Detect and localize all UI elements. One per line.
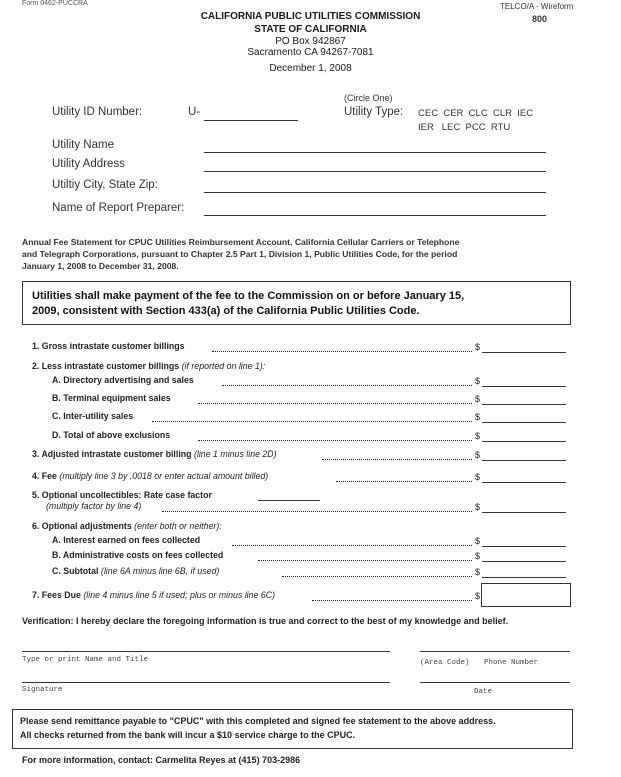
line2c-leader	[152, 421, 472, 422]
utility-city-label: Utiltiy City, State Zip:	[52, 179, 158, 191]
line2b-leader	[198, 403, 472, 404]
line7-dollar: $	[475, 591, 481, 601]
line2a-dollar: $	[475, 376, 481, 386]
line2d-amount-field[interactable]	[482, 441, 566, 442]
line5-amount-field[interactable]	[482, 512, 566, 513]
header-pobox: PO Box 942867	[275, 36, 346, 47]
line2d-leader	[198, 440, 472, 441]
line7-leader	[312, 600, 472, 601]
utility-id-field[interactable]	[204, 120, 298, 121]
line6a-leader	[232, 545, 472, 546]
line2a-leader	[222, 385, 472, 386]
line2-label: 2. Less intrastate customer billings (if reported on line 1):	[32, 361, 266, 371]
name-title-field[interactable]	[22, 651, 390, 652]
line1-label: 1. Gross intrastate customer billings	[32, 341, 185, 351]
line6a-amount-field[interactable]	[482, 546, 566, 547]
line6b-label: B. Administrative costs on fees collected	[52, 550, 224, 560]
line4-label: 4. Fee (multiply line 3 by .0018 or enter actual amount billed)	[32, 471, 269, 481]
line6c-amount-field[interactable]	[482, 577, 566, 578]
form-id: Form 0462-PUCCRA	[22, 0, 88, 7]
payment-notice-line2: 2009, consistent with Section 433(a) of the California Public Utilities Code.	[32, 305, 420, 317]
preparer-field[interactable]	[204, 215, 546, 216]
line5-label: 5. Optional uncollectibles: Rate case factor	[32, 490, 212, 500]
line3-leader	[322, 459, 472, 460]
line3-dollar: $	[475, 450, 481, 460]
utility-type-options-row2[interactable]: IER LEC PCC RTU	[418, 122, 511, 133]
line2b-amount-field[interactable]	[482, 404, 566, 405]
phone-number-label: Phone Number	[484, 659, 539, 667]
line6a-dollar: $	[475, 536, 481, 546]
line4-leader	[336, 481, 472, 482]
utility-name-label: Utility Name	[52, 139, 114, 151]
line5-leader	[162, 511, 472, 512]
utility-type-options-row1[interactable]: CEC CER CLC CLR IEC	[418, 108, 534, 119]
line1-leader	[212, 351, 472, 352]
preparer-label: Name of Report Preparer:	[52, 202, 185, 214]
line7-label: 7. Fees Due (line 4 minus line 5 if used; plus or minus line 6C)	[32, 590, 276, 600]
fees-due-amount-box[interactable]	[481, 583, 571, 607]
header-state: STATE OF CALIFORNIA	[254, 24, 367, 35]
remittance-notice-box	[12, 709, 573, 749]
area-code-label: (Area Code)	[420, 659, 470, 667]
contact-info: For more information, contact: Carmelita Reyes at (415) 703-2986	[22, 755, 301, 765]
payment-notice-line1: Utilities shall make payment of the fee to the Commission on or before January 15,	[32, 290, 465, 302]
line6c-dollar: $	[475, 567, 481, 577]
line6b-leader	[258, 560, 472, 561]
utility-name-field[interactable]	[204, 152, 546, 153]
line2d-dollar: $	[475, 431, 481, 441]
remittance-line1: Please send remittance payable to "CPUC" with this completed and signed fee statement to the above address.	[20, 716, 496, 726]
line6b-amount-field[interactable]	[482, 561, 566, 562]
date-label: Date	[474, 688, 493, 696]
intro-line2: and Telegraph Corporations, pursuant to Chapter 2.5 Part 1, Division 1, Public Utilities Code, for the period	[22, 249, 458, 259]
line6b-dollar: $	[475, 551, 481, 561]
line3-amount-field[interactable]	[482, 460, 566, 461]
line6a-label: A. Interest earned on fees collected	[52, 535, 201, 545]
signature-label: Signature	[22, 686, 63, 694]
phone-field[interactable]	[420, 651, 570, 652]
line1-dollar: $	[475, 342, 481, 352]
corner-code: 800	[532, 14, 548, 24]
line2c-dollar: $	[475, 412, 481, 422]
utility-city-field[interactable]	[204, 192, 546, 193]
verification-statement: Verification: I hereby declare the foregoing information is true and correct to the best of my knowledge and belief.	[22, 616, 509, 626]
header-agency: CALIFORNIA PUBLIC UTILITIES COMMISSION	[200, 11, 421, 22]
rate-case-factor-field[interactable]	[258, 500, 320, 501]
utility-id-prefix: U-	[188, 106, 201, 118]
line6c-leader	[282, 576, 472, 577]
remittance-line2: All checks returned from the bank will incur a $10 service charge to the CPUC.	[20, 730, 356, 740]
line5-dollar: $	[475, 502, 481, 512]
line6c-label: C. Subtotal (line 6A minus line 6B, if used)	[52, 566, 220, 576]
header-date: December 1, 2008	[269, 63, 352, 74]
line1-amount-field[interactable]	[482, 352, 566, 353]
line2a-amount-field[interactable]	[482, 386, 566, 387]
line6-label: 6. Optional adjustments (enter both or neither):	[32, 521, 222, 531]
circle-one-note: (Circle One)	[344, 93, 393, 103]
line5-note: (multiply factor by line 4)	[46, 501, 142, 511]
intro-line1: Annual Fee Statement for CPUC Utilities Reimbursement Account, California Cellular Carriers or Telephone	[22, 237, 460, 247]
signature-field[interactable]	[22, 682, 390, 683]
line2d-label: D. Total of above exclusions	[52, 430, 171, 440]
payment-notice-box	[22, 281, 571, 325]
date-field[interactable]	[420, 682, 570, 683]
line2c-amount-field[interactable]	[482, 422, 566, 423]
corner-title: TELCO/A - Wireform	[500, 2, 574, 11]
utility-address-label: Utility Address	[52, 158, 125, 170]
name-title-label: Type or print Name and Title	[22, 656, 149, 664]
utility-id-label: Utility ID Number:	[52, 106, 143, 118]
line3-label: 3. Adjusted intrastate customer billing (line 1 minus line 2D)	[32, 449, 277, 459]
line4-dollar: $	[475, 472, 481, 482]
line2b-label: B. Terminal equipment sales	[52, 393, 171, 403]
line2b-dollar: $	[475, 394, 481, 404]
line2c-label: C. Inter-utility sales	[52, 411, 134, 421]
utility-address-field[interactable]	[204, 171, 546, 172]
utility-type-label: Utility Type:	[344, 106, 404, 118]
header-city: Sacramento CA 94267-7081	[247, 47, 374, 58]
intro-line3: January 1, 2008 to December 31, 2008.	[22, 261, 179, 271]
line4-amount-field[interactable]	[482, 482, 566, 483]
line2a-label: A. Directory advertising and sales	[52, 375, 194, 385]
